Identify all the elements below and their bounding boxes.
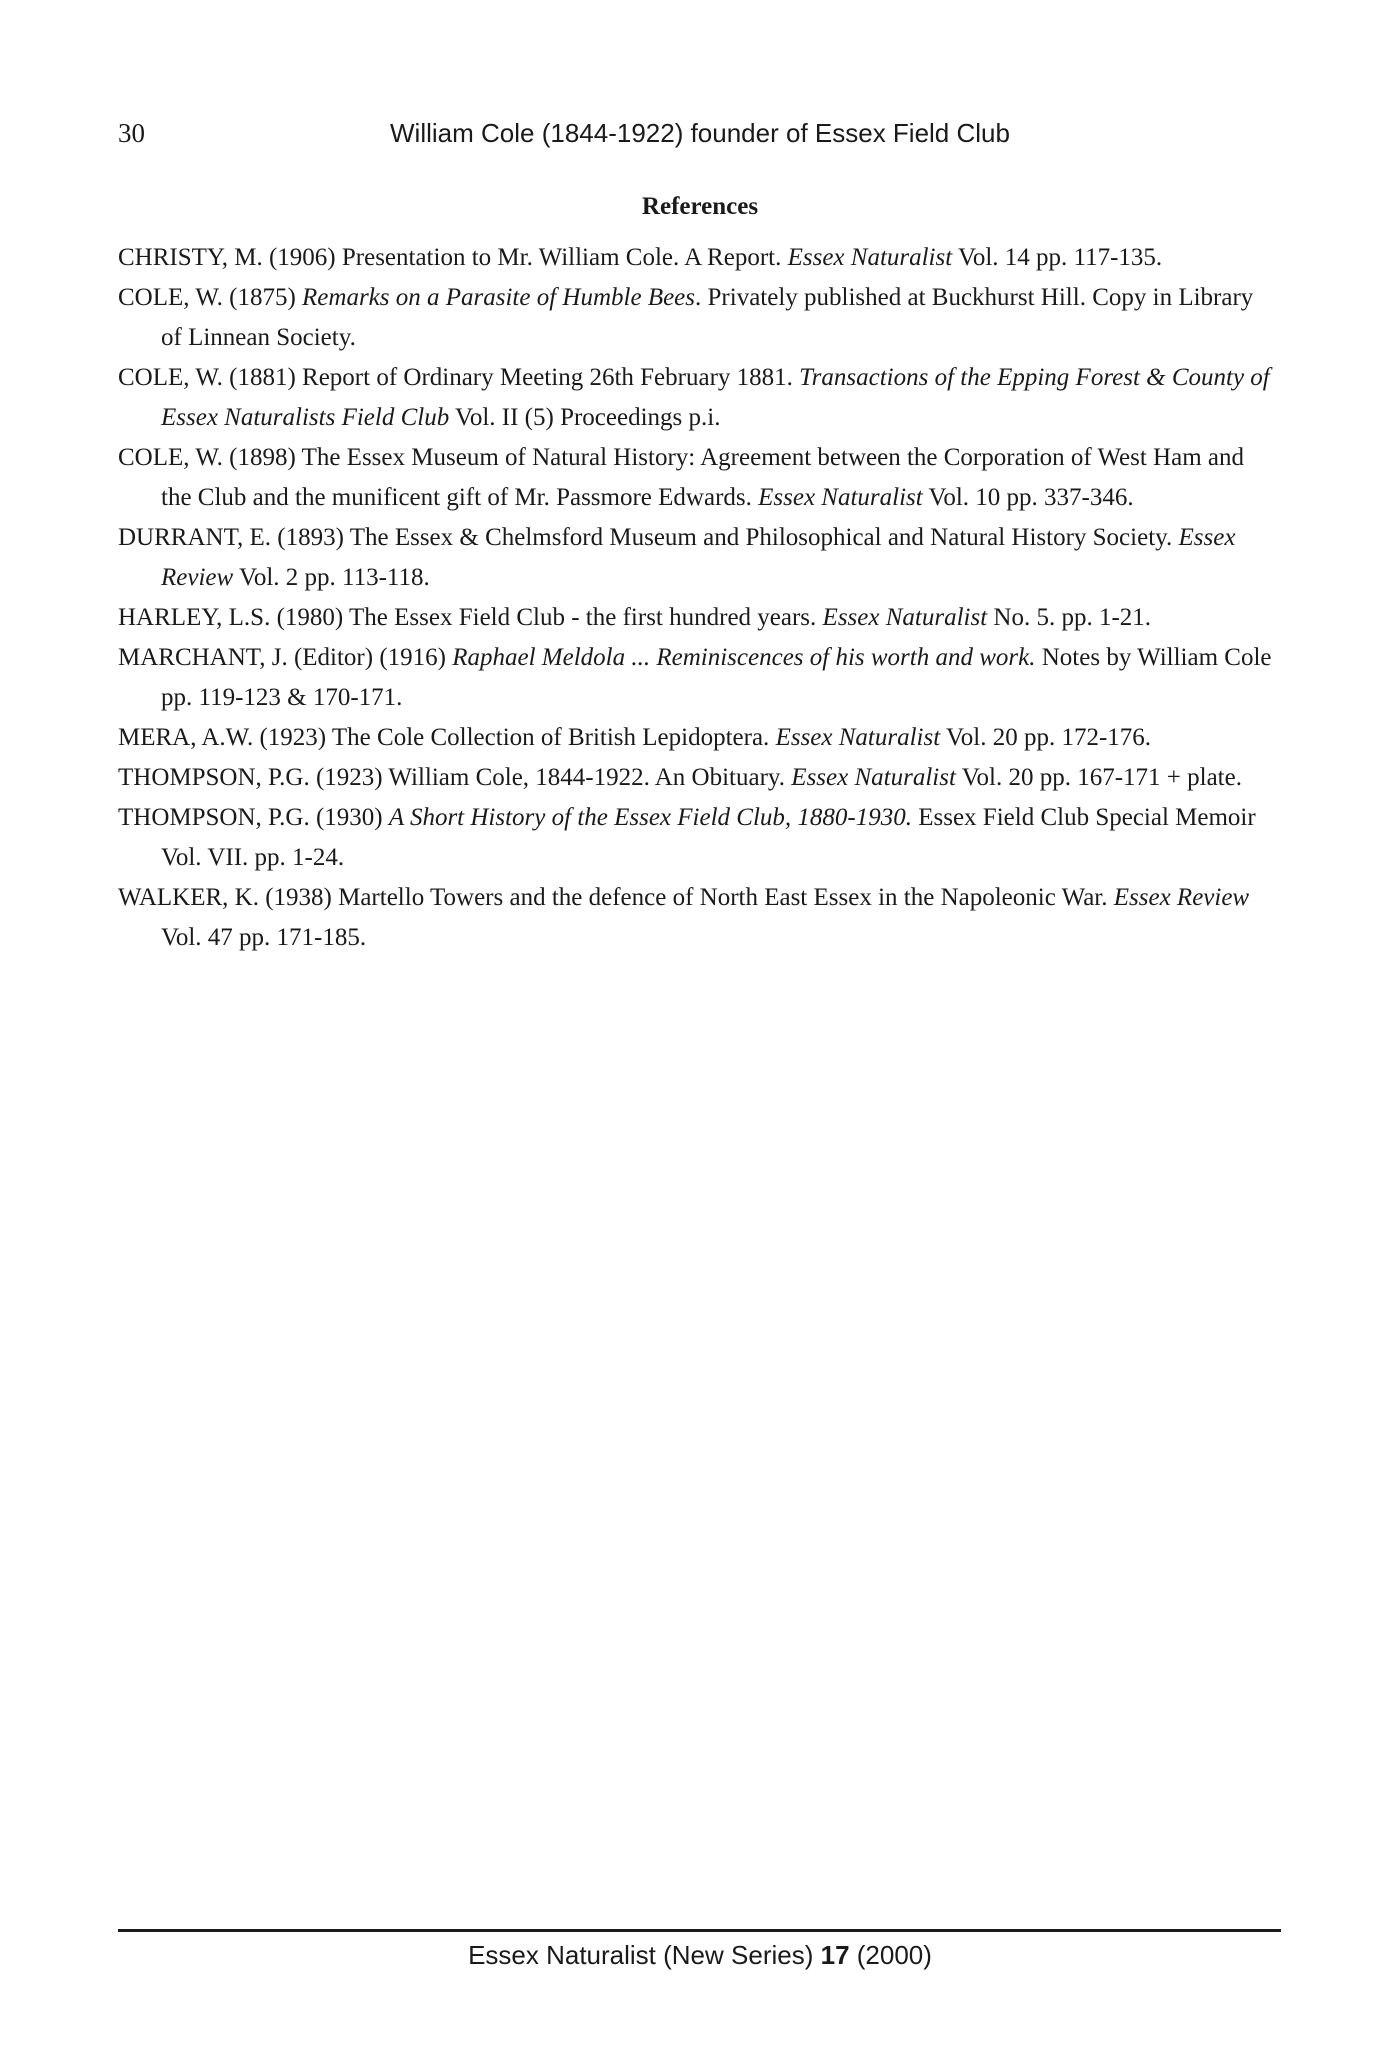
reference-title-italic: Essex Naturalist (775, 724, 941, 751)
reference-entry (118, 758, 1280, 798)
reference-entry (118, 638, 1280, 718)
page-number: 30 (118, 118, 145, 148)
reference-title-italic: Essex Review (1113, 884, 1250, 911)
reference-entry (118, 798, 1280, 878)
reference-text: Vol. 20 pp. 172-176. (940, 724, 1152, 751)
references-list (118, 238, 1280, 958)
footer (0, 1940, 1400, 1971)
reference-title-italic: Remarks on a Parasite of Humble Bees (302, 284, 696, 311)
reference-text: COLE, W. (1881) Report of Ordinary Meeting 26th February 1881. (118, 364, 800, 391)
reference-text: DURRANT, E. (1893) The Essex & Chelmsford Museum and Philosophical and Natural History Society. (118, 524, 1179, 551)
reference-title-italic: A Short History of the Essex Field Club, 1880-1930. (388, 804, 912, 831)
reference-text: THOMPSON, P.G. (1930) (118, 804, 389, 831)
references-heading: References (641, 193, 759, 220)
reference-entry (118, 238, 1280, 278)
reference-text: MARCHANT, J. (Editor) (1916) (118, 644, 453, 671)
footer-rule (118, 1929, 1281, 1932)
reference-text: Vol. II (5) Proceedings p.i. (449, 404, 721, 431)
reference-title-italic: Essex Review (161, 524, 1236, 591)
reference-text: . Privately published at Buckhurst Hill. Copy in Library of Linnean Society. (161, 284, 1254, 351)
reference-text: Essex Field Club Special Memoir Vol. VII. pp. 1-24. (161, 804, 1256, 871)
reference-title-italic: Essex Naturalist (787, 244, 953, 271)
reference-entry (118, 438, 1280, 518)
reference-entry (118, 518, 1280, 598)
footer-journal: Essex Naturalist (New Series) (468, 1940, 821, 1970)
reference-title-italic: Essex Naturalist (758, 484, 923, 511)
footer-volume: 17 (820, 1940, 850, 1970)
reference-entry (118, 278, 1280, 358)
reference-text: Vol. 20 pp. 167-171 + plate. (955, 764, 1242, 791)
reference-text: CHRISTY, M. (1906) Presentation to Mr. William Cole. A Report. (118, 244, 788, 271)
reference-text: HARLEY, L.S. (1980) The Essex Field Club - the first hundred years. (118, 604, 823, 631)
reference-title-italic: Transactions of the Epping Forest & County of Essex Naturalists Field Club (161, 364, 1270, 431)
reference-entry (118, 358, 1280, 438)
reference-text: No. 5. pp. 1-21. (987, 604, 1152, 631)
reference-text: Vol. 14 pp. 117-135. (952, 244, 1163, 271)
reference-text: COLE, W. (1875) (118, 284, 303, 311)
reference-text: Notes by William Cole pp. 119-123 & 170-171. (161, 644, 1272, 711)
reference-title-italic: Raphael Meldola ... Reminiscences of his worth and work. (452, 644, 1036, 671)
reference-entry (118, 718, 1280, 758)
reference-entry (118, 598, 1280, 638)
reference-text: COLE, W. (1898) The Essex Museum of Natural History: Agreement between the Corporation of West Ham and the Club and the munificent gift of Mr. Passmore Edwards. (118, 444, 1245, 511)
reference-text: WALKER, K. (1938) Martello Towers and the defence of North East Essex in the Napoleonic War. (118, 884, 1114, 911)
reference-text: THOMPSON, P.G. (1923) William Cole, 1844-1922. An Obituary. (118, 764, 792, 791)
footer-year: (2000) (849, 1940, 932, 1970)
reference-title-italic: Essex Naturalist (822, 604, 988, 631)
reference-text: MERA, A.W. (1923) The Cole Collection of British Lepidoptera. (118, 724, 776, 751)
reference-text: Vol. 10 pp. 337-346. (922, 484, 1134, 511)
reference-title-italic: Essex Naturalist (791, 764, 956, 791)
reference-text: Vol. 2 pp. 113-118. (233, 564, 430, 591)
running-title: William Cole (1844-1922) founder of Essex Field Club (390, 118, 1010, 148)
reference-entry (118, 878, 1280, 958)
reference-text: Vol. 47 pp. 171-185. (161, 924, 367, 951)
